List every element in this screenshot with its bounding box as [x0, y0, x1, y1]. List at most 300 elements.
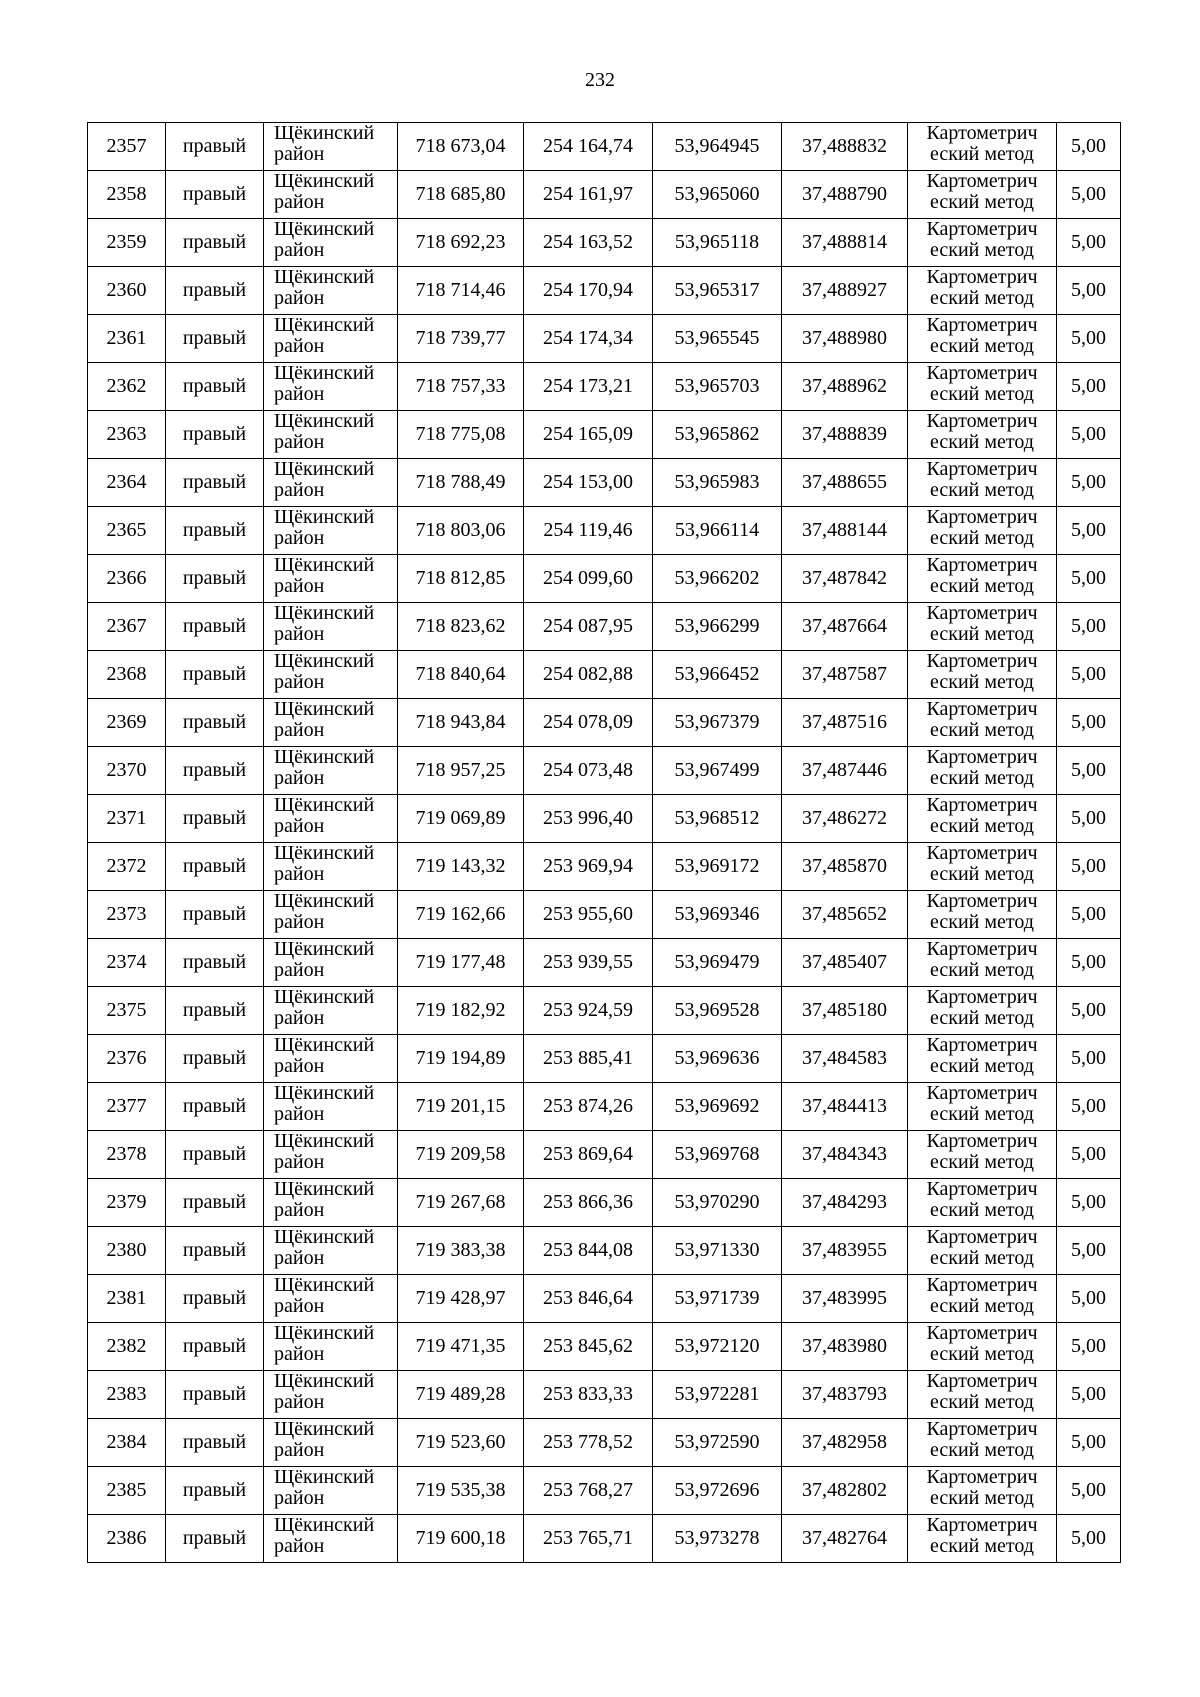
district-line-1: Щёкинский — [274, 362, 375, 384]
longitude-cell: 37,486272 — [782, 795, 908, 843]
table-row — [88, 1323, 1121, 1371]
accuracy-cell: 5,00 — [1057, 1275, 1121, 1323]
method-cell — [908, 555, 1057, 603]
method-line-2: еский метод — [930, 1295, 1034, 1317]
bank-side-cell: правый — [166, 123, 264, 171]
latitude-cell: 53,972590 — [653, 1419, 782, 1467]
method-line-1: Картометрич — [926, 746, 1038, 768]
district-cell — [264, 747, 398, 795]
method-cell — [908, 1131, 1057, 1179]
point-number-cell: 2373 — [88, 891, 166, 939]
longitude-cell: 37,485180 — [782, 987, 908, 1035]
longitude-cell: 37,485870 — [782, 843, 908, 891]
point-number-cell: 2358 — [88, 171, 166, 219]
method-cell — [908, 1419, 1057, 1467]
bank-side-cell: правый — [166, 1371, 264, 1419]
method-line-1: Картометрич — [926, 1418, 1038, 1440]
method-line-2: еский метод — [930, 383, 1034, 405]
district-cell — [264, 1467, 398, 1515]
point-number-cell: 2372 — [88, 843, 166, 891]
district-cell — [264, 939, 398, 987]
district-line-2: район — [274, 1487, 325, 1509]
district-cell — [264, 1227, 398, 1275]
latitude-cell: 53,972120 — [653, 1323, 782, 1371]
method-line-2: еский метод — [930, 479, 1034, 501]
bank-side-cell: правый — [166, 1179, 264, 1227]
y-coordinate-cell: 254 174,34 — [524, 315, 653, 363]
bank-side-cell: правый — [166, 1275, 264, 1323]
y-coordinate-cell: 253 969,94 — [524, 843, 653, 891]
method-cell — [908, 1275, 1057, 1323]
page-number: 232 — [585, 69, 615, 91]
y-coordinate-cell: 254 170,94 — [524, 267, 653, 315]
district-line-1: Щёкинский — [274, 698, 375, 720]
district-line-2: район — [274, 575, 325, 597]
method-cell — [908, 363, 1057, 411]
district-cell — [264, 651, 398, 699]
y-coordinate-cell: 253 845,62 — [524, 1323, 653, 1371]
method-line-1: Картометрич — [926, 506, 1038, 528]
method-line-2: еский метод — [930, 1535, 1034, 1557]
accuracy-cell: 5,00 — [1057, 1227, 1121, 1275]
latitude-cell: 53,968512 — [653, 795, 782, 843]
x-coordinate-cell: 719 535,38 — [398, 1467, 524, 1515]
y-coordinate-cell: 253 768,27 — [524, 1467, 653, 1515]
district-cell — [264, 219, 398, 267]
method-cell — [908, 747, 1057, 795]
point-number-cell: 2362 — [88, 363, 166, 411]
coordinates-table — [87, 122, 1121, 1563]
point-number-cell: 2380 — [88, 1227, 166, 1275]
point-number-cell: 2375 — [88, 987, 166, 1035]
district-line-2: район — [274, 239, 325, 261]
method-line-1: Картометрич — [926, 554, 1038, 576]
point-number-cell: 2385 — [88, 1467, 166, 1515]
table-row — [88, 795, 1121, 843]
district-cell — [264, 171, 398, 219]
district-line-1: Щёкинский — [274, 1370, 375, 1392]
district-line-2: район — [274, 1247, 325, 1269]
point-number-cell: 2381 — [88, 1275, 166, 1323]
accuracy-cell: 5,00 — [1057, 1131, 1121, 1179]
district-line-1: Щёкинский — [274, 1034, 375, 1056]
method-cell — [908, 1515, 1057, 1563]
table-row — [88, 459, 1121, 507]
bank-side-cell: правый — [166, 987, 264, 1035]
point-number-cell: 2366 — [88, 555, 166, 603]
accuracy-cell: 5,00 — [1057, 363, 1121, 411]
method-line-2: еский метод — [930, 911, 1034, 933]
longitude-cell: 37,484293 — [782, 1179, 908, 1227]
point-number-cell: 2364 — [88, 459, 166, 507]
district-line-1: Щёкинский — [274, 506, 375, 528]
y-coordinate-cell: 253 866,36 — [524, 1179, 653, 1227]
district-cell — [264, 603, 398, 651]
method-line-2: еский метод — [930, 767, 1034, 789]
district-line-1: Щёкинский — [274, 986, 375, 1008]
x-coordinate-cell: 719 182,92 — [398, 987, 524, 1035]
bank-side-cell: правый — [166, 843, 264, 891]
method-cell — [908, 411, 1057, 459]
method-line-2: еский метод — [930, 1151, 1034, 1173]
district-line-2: район — [274, 1103, 325, 1125]
method-line-1: Картометрич — [926, 362, 1038, 384]
y-coordinate-cell: 254 099,60 — [524, 555, 653, 603]
latitude-cell: 53,969346 — [653, 891, 782, 939]
table-row — [88, 363, 1121, 411]
district-line-2: район — [274, 1007, 325, 1029]
district-cell — [264, 123, 398, 171]
latitude-cell: 53,969692 — [653, 1083, 782, 1131]
longitude-cell: 37,485407 — [782, 939, 908, 987]
x-coordinate-cell: 718 812,85 — [398, 555, 524, 603]
method-line-2: еский метод — [930, 239, 1034, 261]
method-line-2: еский метод — [930, 863, 1034, 885]
method-line-2: еский метод — [930, 719, 1034, 741]
x-coordinate-cell: 718 757,33 — [398, 363, 524, 411]
method-line-2: еский метод — [930, 287, 1034, 309]
latitude-cell: 53,969768 — [653, 1131, 782, 1179]
method-line-2: еский метод — [930, 143, 1034, 165]
latitude-cell: 53,965060 — [653, 171, 782, 219]
longitude-cell: 37,483995 — [782, 1275, 908, 1323]
x-coordinate-cell: 719 209,58 — [398, 1131, 524, 1179]
bank-side-cell: правый — [166, 267, 264, 315]
accuracy-cell: 5,00 — [1057, 939, 1121, 987]
method-cell — [908, 1083, 1057, 1131]
method-line-2: еский метод — [930, 1391, 1034, 1413]
y-coordinate-cell: 254 078,09 — [524, 699, 653, 747]
district-line-1: Щёкинский — [274, 266, 375, 288]
accuracy-cell: 5,00 — [1057, 555, 1121, 603]
bank-side-cell: правый — [166, 1467, 264, 1515]
x-coordinate-cell: 719 471,35 — [398, 1323, 524, 1371]
point-number-cell: 2371 — [88, 795, 166, 843]
longitude-cell: 37,482764 — [782, 1515, 908, 1563]
x-coordinate-cell: 718 788,49 — [398, 459, 524, 507]
accuracy-cell: 5,00 — [1057, 315, 1121, 363]
latitude-cell: 53,966299 — [653, 603, 782, 651]
accuracy-cell: 5,00 — [1057, 1467, 1121, 1515]
method-line-2: еский метод — [930, 815, 1034, 837]
table-row — [88, 699, 1121, 747]
district-cell — [264, 1131, 398, 1179]
point-number-cell: 2359 — [88, 219, 166, 267]
accuracy-cell: 5,00 — [1057, 123, 1121, 171]
bank-side-cell: правый — [166, 651, 264, 699]
table-row — [88, 1515, 1121, 1563]
method-line-1: Картометрич — [926, 1322, 1038, 1344]
table-row — [88, 171, 1121, 219]
x-coordinate-cell: 719 194,89 — [398, 1035, 524, 1083]
accuracy-cell: 5,00 — [1057, 1323, 1121, 1371]
method-line-2: еский метод — [930, 1199, 1034, 1221]
y-coordinate-cell: 253 874,26 — [524, 1083, 653, 1131]
table-row — [88, 1083, 1121, 1131]
table-row — [88, 1131, 1121, 1179]
district-line-2: район — [274, 479, 325, 501]
latitude-cell: 53,966114 — [653, 507, 782, 555]
latitude-cell: 53,969479 — [653, 939, 782, 987]
method-line-2: еский метод — [930, 623, 1034, 645]
table-row — [88, 1275, 1121, 1323]
bank-side-cell: правый — [166, 1419, 264, 1467]
method-cell — [908, 507, 1057, 555]
method-line-1: Картометрич — [926, 1130, 1038, 1152]
district-cell — [264, 1419, 398, 1467]
longitude-cell: 37,487842 — [782, 555, 908, 603]
accuracy-cell: 5,00 — [1057, 1371, 1121, 1419]
district-line-1: Щёкинский — [274, 218, 375, 240]
method-line-1: Картометрич — [926, 218, 1038, 240]
method-line-1: Картометрич — [926, 986, 1038, 1008]
method-line-1: Картометрич — [926, 650, 1038, 672]
table-row — [88, 555, 1121, 603]
longitude-cell: 37,483980 — [782, 1323, 908, 1371]
x-coordinate-cell: 718 823,62 — [398, 603, 524, 651]
bank-side-cell: правый — [166, 363, 264, 411]
district-cell — [264, 1371, 398, 1419]
district-cell — [264, 1179, 398, 1227]
method-line-1: Картометрич — [926, 842, 1038, 864]
table-row — [88, 651, 1121, 699]
longitude-cell: 37,488790 — [782, 171, 908, 219]
method-line-1: Картометрич — [926, 1514, 1038, 1536]
accuracy-cell: 5,00 — [1057, 795, 1121, 843]
y-coordinate-cell: 253 924,59 — [524, 987, 653, 1035]
table-body — [88, 123, 1121, 1563]
table-row — [88, 219, 1121, 267]
accuracy-cell: 5,00 — [1057, 1083, 1121, 1131]
district-line-2: район — [274, 143, 325, 165]
table-row — [88, 1179, 1121, 1227]
district-line-2: район — [274, 671, 325, 693]
district-cell — [264, 459, 398, 507]
y-coordinate-cell: 253 844,08 — [524, 1227, 653, 1275]
accuracy-cell: 5,00 — [1057, 1035, 1121, 1083]
table-row — [88, 1227, 1121, 1275]
latitude-cell: 53,966202 — [653, 555, 782, 603]
method-line-1: Картометрич — [926, 458, 1038, 480]
table-row — [88, 411, 1121, 459]
y-coordinate-cell: 254 082,88 — [524, 651, 653, 699]
accuracy-cell: 5,00 — [1057, 411, 1121, 459]
district-line-2: район — [274, 1439, 325, 1461]
longitude-cell: 37,487587 — [782, 651, 908, 699]
method-line-2: еский метод — [930, 335, 1034, 357]
table-row — [88, 1467, 1121, 1515]
accuracy-cell: 5,00 — [1057, 459, 1121, 507]
method-line-2: еский метод — [930, 671, 1034, 693]
district-line-1: Щёкинский — [274, 1178, 375, 1200]
district-line-1: Щёкинский — [274, 554, 375, 576]
longitude-cell: 37,488832 — [782, 123, 908, 171]
longitude-cell: 37,488655 — [782, 459, 908, 507]
longitude-cell: 37,484583 — [782, 1035, 908, 1083]
method-line-1: Картометрич — [926, 314, 1038, 336]
y-coordinate-cell: 254 161,97 — [524, 171, 653, 219]
point-number-cell: 2386 — [88, 1515, 166, 1563]
table-row — [88, 747, 1121, 795]
point-number-cell: 2361 — [88, 315, 166, 363]
district-line-1: Щёкинский — [274, 842, 375, 864]
table-row — [88, 1371, 1121, 1419]
district-cell — [264, 555, 398, 603]
point-number-cell: 2384 — [88, 1419, 166, 1467]
latitude-cell: 53,970290 — [653, 1179, 782, 1227]
method-cell — [908, 891, 1057, 939]
bank-side-cell: правый — [166, 699, 264, 747]
accuracy-cell: 5,00 — [1057, 219, 1121, 267]
accuracy-cell: 5,00 — [1057, 1515, 1121, 1563]
method-line-1: Картометрич — [926, 1370, 1038, 1392]
district-line-1: Щёкинский — [274, 122, 375, 144]
y-coordinate-cell: 253 846,64 — [524, 1275, 653, 1323]
x-coordinate-cell: 718 685,80 — [398, 171, 524, 219]
accuracy-cell: 5,00 — [1057, 987, 1121, 1035]
longitude-cell: 37,488980 — [782, 315, 908, 363]
point-number-cell: 2377 — [88, 1083, 166, 1131]
district-cell — [264, 1323, 398, 1371]
district-line-2: район — [274, 767, 325, 789]
district-cell — [264, 1515, 398, 1563]
accuracy-cell: 5,00 — [1057, 1179, 1121, 1227]
latitude-cell: 53,969528 — [653, 987, 782, 1035]
method-cell — [908, 171, 1057, 219]
y-coordinate-cell: 254 153,00 — [524, 459, 653, 507]
accuracy-cell: 5,00 — [1057, 171, 1121, 219]
point-number-cell: 2370 — [88, 747, 166, 795]
district-line-1: Щёкинский — [274, 1514, 375, 1536]
bank-side-cell: правый — [166, 171, 264, 219]
accuracy-cell: 5,00 — [1057, 891, 1121, 939]
method-cell — [908, 651, 1057, 699]
district-line-1: Щёкинский — [274, 1226, 375, 1248]
district-line-2: район — [274, 191, 325, 213]
district-line-2: район — [274, 1055, 325, 1077]
bank-side-cell: правый — [166, 219, 264, 267]
district-line-1: Щёкинский — [274, 1322, 375, 1344]
district-cell — [264, 267, 398, 315]
x-coordinate-cell: 719 201,15 — [398, 1083, 524, 1131]
bank-side-cell: правый — [166, 603, 264, 651]
x-coordinate-cell: 719 177,48 — [398, 939, 524, 987]
bank-side-cell: правый — [166, 1227, 264, 1275]
district-line-2: район — [274, 719, 325, 741]
bank-side-cell: правый — [166, 1131, 264, 1179]
method-line-2: еский метод — [930, 1487, 1034, 1509]
method-line-2: еский метод — [930, 431, 1034, 453]
x-coordinate-cell: 718 739,77 — [398, 315, 524, 363]
x-coordinate-cell: 719 489,28 — [398, 1371, 524, 1419]
method-line-1: Картометрич — [926, 1226, 1038, 1248]
point-number-cell: 2374 — [88, 939, 166, 987]
district-cell — [264, 1083, 398, 1131]
latitude-cell: 53,965118 — [653, 219, 782, 267]
district-line-2: район — [274, 1151, 325, 1173]
bank-side-cell: правый — [166, 1515, 264, 1563]
district-line-2: район — [274, 527, 325, 549]
y-coordinate-cell: 253 778,52 — [524, 1419, 653, 1467]
district-line-2: район — [274, 431, 325, 453]
accuracy-cell: 5,00 — [1057, 507, 1121, 555]
district-line-1: Щёкинский — [274, 410, 375, 432]
y-coordinate-cell: 253 833,33 — [524, 1371, 653, 1419]
y-coordinate-cell: 253 939,55 — [524, 939, 653, 987]
latitude-cell: 53,969636 — [653, 1035, 782, 1083]
latitude-cell: 53,971330 — [653, 1227, 782, 1275]
latitude-cell: 53,965545 — [653, 315, 782, 363]
method-cell — [908, 219, 1057, 267]
method-line-1: Картометрич — [926, 266, 1038, 288]
bank-side-cell: правый — [166, 555, 264, 603]
district-line-2: район — [274, 1343, 325, 1365]
method-line-1: Картометрич — [926, 938, 1038, 960]
y-coordinate-cell: 254 164,74 — [524, 123, 653, 171]
bank-side-cell: правый — [166, 1083, 264, 1131]
latitude-cell: 53,965317 — [653, 267, 782, 315]
bank-side-cell: правый — [166, 411, 264, 459]
method-cell — [908, 795, 1057, 843]
method-line-2: еский метод — [930, 527, 1034, 549]
method-line-2: еский метод — [930, 1103, 1034, 1125]
district-line-2: район — [274, 1295, 325, 1317]
district-line-1: Щёкинский — [274, 746, 375, 768]
district-line-1: Щёкинский — [274, 458, 375, 480]
point-number-cell: 2365 — [88, 507, 166, 555]
district-cell — [264, 987, 398, 1035]
longitude-cell: 37,483793 — [782, 1371, 908, 1419]
method-line-1: Картометрич — [926, 890, 1038, 912]
table-row — [88, 123, 1121, 171]
method-line-2: еский метод — [930, 1055, 1034, 1077]
district-line-2: район — [274, 815, 325, 837]
district-line-1: Щёкинский — [274, 650, 375, 672]
district-cell — [264, 891, 398, 939]
method-cell — [908, 987, 1057, 1035]
method-cell — [908, 1227, 1057, 1275]
district-line-1: Щёкинский — [274, 602, 375, 624]
district-cell — [264, 699, 398, 747]
longitude-cell: 37,482802 — [782, 1467, 908, 1515]
longitude-cell: 37,484413 — [782, 1083, 908, 1131]
latitude-cell: 53,971739 — [653, 1275, 782, 1323]
district-line-1: Щёкинский — [274, 938, 375, 960]
point-number-cell: 2383 — [88, 1371, 166, 1419]
district-line-2: район — [274, 959, 325, 981]
method-line-1: Картометрич — [926, 1178, 1038, 1200]
x-coordinate-cell: 718 775,08 — [398, 411, 524, 459]
accuracy-cell: 5,00 — [1057, 651, 1121, 699]
longitude-cell: 37,487516 — [782, 699, 908, 747]
district-line-1: Щёкинский — [274, 314, 375, 336]
district-cell — [264, 795, 398, 843]
district-line-1: Щёкинский — [274, 1130, 375, 1152]
latitude-cell: 53,965703 — [653, 363, 782, 411]
method-line-2: еский метод — [930, 959, 1034, 981]
y-coordinate-cell: 254 165,09 — [524, 411, 653, 459]
longitude-cell: 37,488814 — [782, 219, 908, 267]
method-line-1: Картометрич — [926, 1274, 1038, 1296]
accuracy-cell: 5,00 — [1057, 843, 1121, 891]
x-coordinate-cell: 718 957,25 — [398, 747, 524, 795]
table-row — [88, 603, 1121, 651]
table-row — [88, 1419, 1121, 1467]
method-cell — [908, 1371, 1057, 1419]
district-cell — [264, 363, 398, 411]
x-coordinate-cell: 719 383,38 — [398, 1227, 524, 1275]
x-coordinate-cell: 719 428,97 — [398, 1275, 524, 1323]
